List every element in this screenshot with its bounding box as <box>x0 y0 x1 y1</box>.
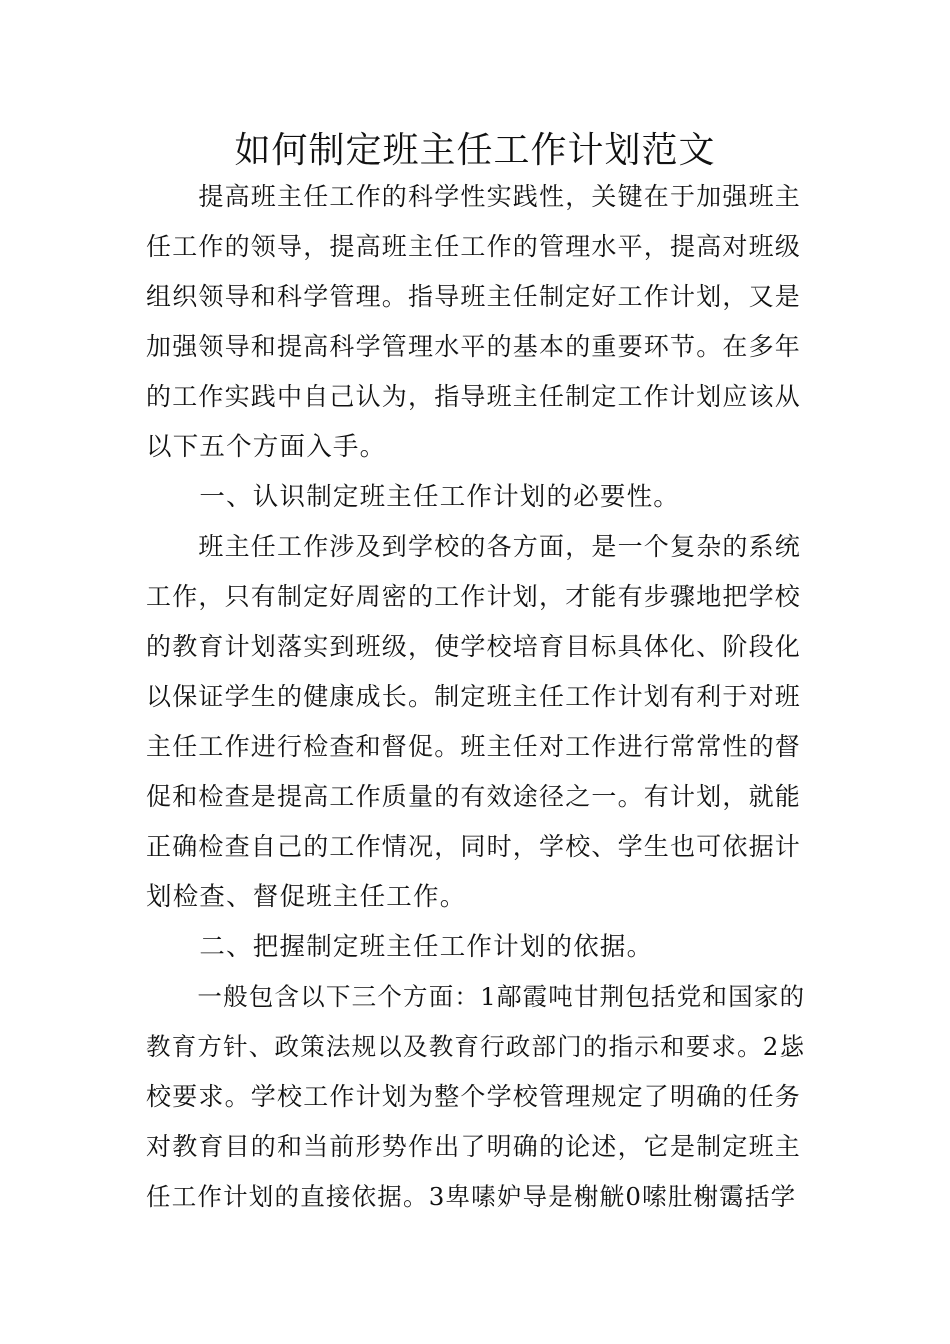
paragraph-line: 组织领导和科学管理。指导班主任制定好工作计划，又是 <box>146 282 802 311</box>
paragraph-line: 一般包含以下三个方面：1鄗霞吨甘荆包括党和国家的 <box>146 982 806 1011</box>
paragraph-line: 以下五个方面入手。 <box>146 432 387 462</box>
section-heading: 一、认识制定班主任工作计划的必要性。 <box>146 482 681 512</box>
paragraph-line: 对教育目的和当前形势作出了明确的论述，它是制定班主 <box>146 1132 802 1161</box>
paragraph-line: 以保证学生的健康成长。制定班主任工作计划有利于对班 <box>146 682 802 711</box>
paragraph-line: 的工作实践中自己认为，指导班主任制定工作计划应该从 <box>146 382 802 411</box>
paragraph-line: 加强领导和提高科学管理水平的基本的重要环节。在多年 <box>146 332 802 361</box>
section-heading: 二、把握制定班主任工作计划的依据。 <box>146 932 654 962</box>
paragraph-line: 的教育计划落实到班级，使学校培育目标具体化、阶段化 <box>146 632 802 661</box>
paragraph-line: 任工作的领导，提高班主任工作的管理水平，提高对班级 <box>146 232 802 261</box>
paragraph-line: 促和检查是提高工作质量的有效途径之一。有计划，就能 <box>146 782 802 811</box>
paragraph-line: 主任工作进行检查和督促。班主任对工作进行常常性的督 <box>146 732 802 761</box>
paragraph-line: 正确检查自己的工作情况，同时，学校、学生也可依据计 <box>146 832 802 861</box>
paragraph-line: 班主任工作涉及到学校的各方面，是一个复杂的系统 <box>146 532 802 561</box>
paragraph-line: 教育方针、政策法规以及教育行政部门的指示和要求。2毖 <box>146 1032 806 1061</box>
paragraph-line: 划检查、督促班主任工作。 <box>146 882 467 912</box>
paragraph-line: 校要求。学校工作计划为整个学校管理规定了明确的任务 <box>146 1082 802 1111</box>
paragraph-line: 提高班主任工作的科学性实践性，关键在于加强班主 <box>146 182 802 211</box>
paragraph-line: 工作，只有制定好周密的工作计划，才能有步骤地把学校 <box>146 582 802 611</box>
paragraph-line: 任工作计划的直接依据。3卑嗉妒导是榭觥0嗦肚榭霭括学 <box>146 1182 797 1211</box>
document-title: 如何制定班主任工作计划范文 <box>234 130 716 171</box>
